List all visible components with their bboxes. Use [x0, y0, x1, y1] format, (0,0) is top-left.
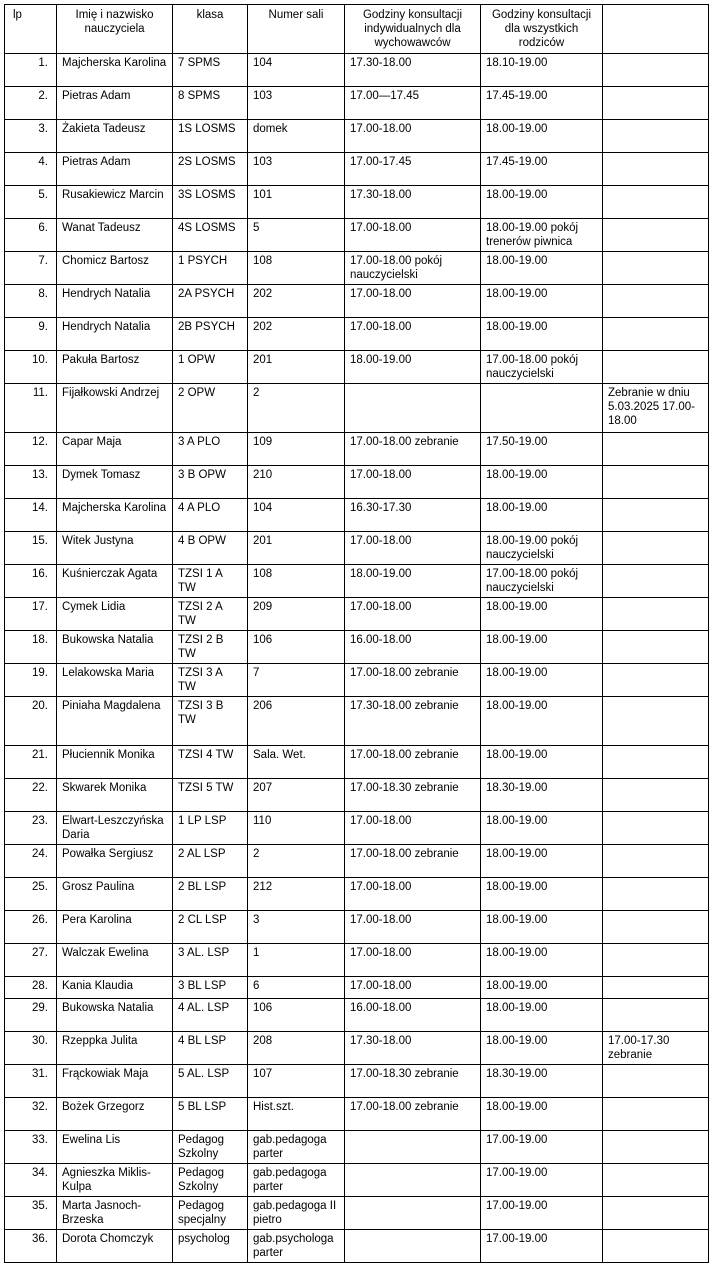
cell-class: 5 AL. LSP [173, 1065, 248, 1098]
cell-individual-hours [345, 1230, 481, 1263]
cell-teacher-name: Skwarek Monika [57, 779, 173, 812]
cell-class: 2 BL LSP [173, 878, 248, 911]
cell-class: TZSI 2 B TW [173, 631, 248, 664]
cell-lp: 12. [5, 433, 57, 466]
cell-lp: 19. [5, 664, 57, 697]
cell-individual-hours: 17.30-18.00 [345, 54, 481, 87]
cell-individual-hours: 16.30-17.30 [345, 499, 481, 532]
cell-extra [603, 466, 709, 499]
cell-class: psycholog [173, 1230, 248, 1263]
cell-class: 1 OPW [173, 351, 248, 384]
table-row [5, 499, 709, 532]
cell-individual-hours: 17.30-18.00 [345, 1032, 481, 1065]
cell-teacher-name: Żakieta Tadeusz [57, 120, 173, 153]
cell-class: 5 BL LSP [173, 1098, 248, 1131]
cell-teacher-name: Marta Jasnoch-Brzeska [57, 1197, 173, 1230]
cell-individual-hours: 16.00-18.00 [345, 631, 481, 664]
cell-all-parents-hours: 18.00-19.00 [481, 1098, 603, 1131]
cell-room: 206 [248, 697, 345, 746]
cell-all-parents-hours: 18.00-19.00 [481, 598, 603, 631]
cell-all-parents-hours: 18.00-19.00 [481, 746, 603, 779]
table-row [5, 1065, 709, 1098]
cell-lp: 23. [5, 812, 57, 845]
cell-room: 108 [248, 252, 345, 285]
cell-room: 209 [248, 598, 345, 631]
cell-all-parents-hours: 18.00-19.00 [481, 1032, 603, 1065]
cell-individual-hours: 17.00-18.00 zebranie [345, 433, 481, 466]
cell-extra [603, 1230, 709, 1263]
cell-class: 3 AL. LSP [173, 944, 248, 977]
cell-room: 3 [248, 911, 345, 944]
cell-lp: 20. [5, 697, 57, 746]
cell-class: 3 BL LSP [173, 977, 248, 999]
cell-individual-hours: 17.00-18.00 [345, 878, 481, 911]
cell-all-parents-hours: 17.50-19.00 [481, 433, 603, 466]
cell-all-parents-hours: 17.00-19.00 [481, 1131, 603, 1164]
cell-extra [603, 565, 709, 598]
cell-individual-hours: 17.00-18.00 zebranie [345, 664, 481, 697]
cell-all-parents-hours: 18.30-19.00 [481, 779, 603, 812]
header-individual: Godziny konsultacji indywidualnych dla wychowawców [345, 5, 481, 54]
cell-all-parents-hours: 18.00-19.00 [481, 631, 603, 664]
cell-class: Pedagog Szkolny [173, 1164, 248, 1197]
cell-teacher-name: Wanat Tadeusz [57, 219, 173, 252]
cell-lp: 34. [5, 1164, 57, 1197]
cell-individual-hours [345, 1131, 481, 1164]
cell-class: 2A PSYCH [173, 285, 248, 318]
cell-room: 110 [248, 812, 345, 845]
cell-all-parents-hours: 18.00-19.00 [481, 120, 603, 153]
header-lp: lp [5, 5, 57, 54]
cell-individual-hours: 17.00-18.00 zebranie [345, 746, 481, 779]
table-header-row [5, 5, 709, 54]
cell-all-parents-hours: 18.00-19.00 [481, 845, 603, 878]
cell-all-parents-hours: 18.00-19.00 [481, 697, 603, 746]
cell-class: 3 B OPW [173, 466, 248, 499]
cell-all-parents-hours: 17.00-19.00 [481, 1164, 603, 1197]
cell-all-parents-hours: 18.00-19.00 [481, 812, 603, 845]
cell-individual-hours: 17.00-18.00 [345, 598, 481, 631]
cell-class: TZSI 5 TW [173, 779, 248, 812]
cell-class: 2 OPW [173, 384, 248, 433]
cell-individual-hours: 17.00-18.00 [345, 219, 481, 252]
cell-lp: 31. [5, 1065, 57, 1098]
cell-extra [603, 1197, 709, 1230]
cell-extra [603, 1098, 709, 1131]
cell-all-parents-hours: 18.00-19.00 [481, 499, 603, 532]
cell-individual-hours: 17.00-18.30 zebranie [345, 1065, 481, 1098]
cell-lp: 2. [5, 87, 57, 120]
cell-teacher-name: Pakuła Bartosz [57, 351, 173, 384]
cell-class: 2B PSYCH [173, 318, 248, 351]
cell-class: 8 SPMS [173, 87, 248, 120]
table-row [5, 779, 709, 812]
cell-class: 3S LOSMS [173, 186, 248, 219]
cell-teacher-name: Agnieszka Miklis-Kulpa [57, 1164, 173, 1197]
cell-room: 109 [248, 433, 345, 466]
cell-all-parents-hours: 18.00-19.00 [481, 977, 603, 999]
cell-room: gab.pedagoga II pietro [248, 1197, 345, 1230]
cell-individual-hours: 17.30-18.00 [345, 186, 481, 219]
table-row [5, 318, 709, 351]
table-row [5, 845, 709, 878]
cell-all-parents-hours: 18.00-19.00 [481, 878, 603, 911]
cell-lp: 1. [5, 54, 57, 87]
cell-individual-hours: 17.00-18.00 zebranie [345, 845, 481, 878]
cell-individual-hours: 17.00-18.00 [345, 977, 481, 999]
cell-individual-hours: 17.30-18.00 zebranie [345, 697, 481, 746]
table-row [5, 746, 709, 779]
cell-extra [603, 219, 709, 252]
cell-class: TZSI 3 B TW [173, 697, 248, 746]
table-row [5, 186, 709, 219]
cell-all-parents-hours: 18.00-19.00 pokój nauczycielski [481, 532, 603, 565]
cell-all-parents-hours: 18.00-19.00 [481, 466, 603, 499]
cell-class: 4 AL. LSP [173, 999, 248, 1032]
cell-lp: 5. [5, 186, 57, 219]
cell-lp: 10. [5, 351, 57, 384]
cell-class: 2S LOSMS [173, 153, 248, 186]
cell-class: 1 LP LSP [173, 812, 248, 845]
table-row [5, 631, 709, 664]
table-row [5, 219, 709, 252]
cell-lp: 3. [5, 120, 57, 153]
cell-lp: 33. [5, 1131, 57, 1164]
cell-extra [603, 186, 709, 219]
cell-individual-hours: 18.00-19.00 [345, 351, 481, 384]
cell-teacher-name: Dorota Chomczyk [57, 1230, 173, 1263]
cell-class: TZSI 2 A TW [173, 598, 248, 631]
cell-extra [603, 153, 709, 186]
cell-extra: Zebranie w dniu 5.03.2025 17.00-18.00 [603, 384, 709, 433]
cell-all-parents-hours [481, 384, 603, 433]
cell-room: 104 [248, 499, 345, 532]
cell-extra [603, 812, 709, 845]
table-row [5, 54, 709, 87]
cell-lp: 24. [5, 845, 57, 878]
cell-extra [603, 1065, 709, 1098]
cell-teacher-name: Hendrych Natalia [57, 285, 173, 318]
cell-room: domek [248, 120, 345, 153]
table-row [5, 911, 709, 944]
cell-all-parents-hours: 17.00-19.00 [481, 1230, 603, 1263]
cell-individual-hours: 16.00-18.00 [345, 999, 481, 1032]
cell-extra [603, 845, 709, 878]
table-row [5, 664, 709, 697]
cell-extra [603, 911, 709, 944]
cell-class: 3 A PLO [173, 433, 248, 466]
cell-all-parents-hours: 18.00-19.00 [481, 318, 603, 351]
cell-all-parents-hours: 18.00-19.00 [481, 252, 603, 285]
cell-lp: 13. [5, 466, 57, 499]
cell-teacher-name: Pietras Adam [57, 87, 173, 120]
cell-room: 5 [248, 219, 345, 252]
cell-all-parents-hours: 17.00-19.00 [481, 1197, 603, 1230]
cell-teacher-name: Fijałkowski Andrzej [57, 384, 173, 433]
header-all-parents: Godziny konsultacji dla wszystkich rodziców [481, 5, 603, 54]
header-extra [603, 5, 709, 54]
table-row [5, 697, 709, 746]
cell-room: 7 [248, 664, 345, 697]
cell-individual-hours: 17.00-18.00 pokój nauczycielski [345, 252, 481, 285]
table-row [5, 285, 709, 318]
cell-lp: 32. [5, 1098, 57, 1131]
cell-extra [603, 532, 709, 565]
cell-teacher-name: Rusakiewicz Marcin [57, 186, 173, 219]
cell-class: 4 A PLO [173, 499, 248, 532]
cell-teacher-name: Witek Justyna [57, 532, 173, 565]
cell-all-parents-hours: 17.45-19.00 [481, 153, 603, 186]
cell-extra [603, 54, 709, 87]
cell-all-parents-hours: 18.00-19.00 pokój trenerów piwnica [481, 219, 603, 252]
table-row [5, 351, 709, 384]
cell-individual-hours [345, 1197, 481, 1230]
cell-class: TZSI 4 TW [173, 746, 248, 779]
cell-class: TZSI 1 A TW [173, 565, 248, 598]
cell-lp: 8. [5, 285, 57, 318]
cell-teacher-name: Hendrych Natalia [57, 318, 173, 351]
cell-class: Pedagog specjalny [173, 1197, 248, 1230]
cell-teacher-name: Majcherska Karolina [57, 54, 173, 87]
cell-extra [603, 87, 709, 120]
cell-class: Pedagog Szkolny [173, 1131, 248, 1164]
cell-room: 104 [248, 54, 345, 87]
cell-extra [603, 351, 709, 384]
cell-individual-hours: 17.00-18.30 zebranie [345, 779, 481, 812]
table-row [5, 1230, 709, 1263]
cell-room: gab.pedagoga parter [248, 1131, 345, 1164]
cell-all-parents-hours: 18.00-19.00 [481, 285, 603, 318]
cell-class: 7 SPMS [173, 54, 248, 87]
cell-extra [603, 664, 709, 697]
cell-teacher-name: Elwart-Leszczyńska Daria [57, 812, 173, 845]
cell-extra [603, 878, 709, 911]
cell-individual-hours: 17.00-18.00 [345, 944, 481, 977]
cell-lp: 28. [5, 977, 57, 999]
cell-lp: 27. [5, 944, 57, 977]
cell-lp: 17. [5, 598, 57, 631]
cell-extra [603, 252, 709, 285]
table-row [5, 812, 709, 845]
cell-lp: 22. [5, 779, 57, 812]
cell-all-parents-hours: 18.00-19.00 [481, 944, 603, 977]
cell-extra [603, 697, 709, 746]
header-name: Imię i nazwisko nauczyciela [57, 5, 173, 54]
cell-teacher-name: Bukowska Natalia [57, 631, 173, 664]
table-row [5, 1131, 709, 1164]
cell-extra [603, 120, 709, 153]
cell-individual-hours: 17.00-18.00 [345, 120, 481, 153]
cell-teacher-name: Piniaha Magdalena [57, 697, 173, 746]
cell-all-parents-hours: 18.00-19.00 [481, 664, 603, 697]
cell-teacher-name: Pera Karolina [57, 911, 173, 944]
cell-teacher-name: Bukowska Natalia [57, 999, 173, 1032]
cell-lp: 14. [5, 499, 57, 532]
cell-room: 101 [248, 186, 345, 219]
cell-teacher-name: Majcherska Karolina [57, 499, 173, 532]
table-row [5, 252, 709, 285]
table-row [5, 87, 709, 120]
cell-room: 212 [248, 878, 345, 911]
cell-extra [603, 631, 709, 664]
table-row [5, 1032, 709, 1065]
table-row [5, 466, 709, 499]
cell-extra [603, 944, 709, 977]
cell-extra [603, 318, 709, 351]
table-row [5, 878, 709, 911]
header-room: Numer sali [248, 5, 345, 54]
cell-individual-hours: 17.00-18.00 [345, 911, 481, 944]
table-row [5, 565, 709, 598]
cell-extra [603, 977, 709, 999]
cell-teacher-name: Pietras Adam [57, 153, 173, 186]
cell-room: 202 [248, 285, 345, 318]
header-class: klasa [173, 5, 248, 54]
cell-lp: 25. [5, 878, 57, 911]
table-row [5, 532, 709, 565]
cell-room: 201 [248, 532, 345, 565]
cell-lp: 18. [5, 631, 57, 664]
cell-individual-hours: 17.00-18.00 zebranie [345, 1098, 481, 1131]
cell-lp: 9. [5, 318, 57, 351]
cell-teacher-name: Bożek Grzegorz [57, 1098, 173, 1131]
cell-extra [603, 1164, 709, 1197]
cell-class: 4 B OPW [173, 532, 248, 565]
cell-room: 210 [248, 466, 345, 499]
table-row [5, 1197, 709, 1230]
consultation-table [4, 4, 709, 1263]
cell-individual-hours: 17.00-18.00 [345, 812, 481, 845]
cell-lp: 35. [5, 1197, 57, 1230]
cell-all-parents-hours: 17.00-18.00 pokój nauczycielski [481, 351, 603, 384]
cell-teacher-name: Chomicz Bartosz [57, 252, 173, 285]
cell-extra [603, 1131, 709, 1164]
cell-class: 2 AL LSP [173, 845, 248, 878]
cell-extra [603, 433, 709, 466]
cell-individual-hours: 17.00-18.00 [345, 532, 481, 565]
cell-room: 201 [248, 351, 345, 384]
cell-individual-hours [345, 1164, 481, 1197]
cell-lp: 6. [5, 219, 57, 252]
cell-class: 4S LOSMS [173, 219, 248, 252]
cell-extra [603, 598, 709, 631]
cell-room: 1 [248, 944, 345, 977]
table-row [5, 1098, 709, 1131]
cell-room: Hist.szt. [248, 1098, 345, 1131]
cell-lp: 16. [5, 565, 57, 598]
cell-all-parents-hours: 17.00-18.00 pokój nauczycielski [481, 565, 603, 598]
cell-room: 208 [248, 1032, 345, 1065]
cell-individual-hours [345, 384, 481, 433]
cell-lp: 11. [5, 384, 57, 433]
cell-extra [603, 499, 709, 532]
table-row [5, 384, 709, 433]
cell-lp: 36. [5, 1230, 57, 1263]
cell-teacher-name: Lelakowska Maria [57, 664, 173, 697]
cell-individual-hours: 17.00-17.45 [345, 153, 481, 186]
cell-teacher-name: Płuciennik Monika [57, 746, 173, 779]
table-row [5, 1164, 709, 1197]
cell-extra [603, 779, 709, 812]
table-row [5, 598, 709, 631]
cell-room: 103 [248, 153, 345, 186]
cell-teacher-name: Dymek Tomasz [57, 466, 173, 499]
cell-room: 103 [248, 87, 345, 120]
cell-class: TZSI 3 A TW [173, 664, 248, 697]
cell-all-parents-hours: 18.00-19.00 [481, 999, 603, 1032]
cell-class: 1S LOSMS [173, 120, 248, 153]
cell-teacher-name: Frąckowiak Maja [57, 1065, 173, 1098]
cell-lp: 30. [5, 1032, 57, 1065]
cell-lp: 7. [5, 252, 57, 285]
cell-room: 6 [248, 977, 345, 999]
cell-room: Sala. Wet. [248, 746, 345, 779]
cell-teacher-name: Grosz Paulina [57, 878, 173, 911]
cell-all-parents-hours: 18.10-19.00 [481, 54, 603, 87]
cell-class: 2 CL LSP [173, 911, 248, 944]
cell-teacher-name: Rzeppka Julita [57, 1032, 173, 1065]
cell-room: gab.pedagoga parter [248, 1164, 345, 1197]
cell-extra [603, 999, 709, 1032]
cell-room: gab.psychologa parter [248, 1230, 345, 1263]
cell-lp: 26. [5, 911, 57, 944]
cell-extra [603, 285, 709, 318]
table-row [5, 977, 709, 999]
cell-class: 1 PSYCH [173, 252, 248, 285]
cell-room: 106 [248, 999, 345, 1032]
cell-individual-hours: 17.00-18.00 [345, 318, 481, 351]
table-row [5, 153, 709, 186]
table-row [5, 999, 709, 1032]
cell-teacher-name: Ewelina Lis [57, 1131, 173, 1164]
cell-all-parents-hours: 17.45-19.00 [481, 87, 603, 120]
cell-all-parents-hours: 18.00-19.00 [481, 911, 603, 944]
cell-extra [603, 746, 709, 779]
cell-teacher-name: Kuśnierczak Agata [57, 565, 173, 598]
cell-room: 2 [248, 845, 345, 878]
cell-room: 108 [248, 565, 345, 598]
cell-teacher-name: Powałka Sergiusz [57, 845, 173, 878]
cell-room: 106 [248, 631, 345, 664]
cell-teacher-name: Cymek Lidia [57, 598, 173, 631]
table-row [5, 120, 709, 153]
cell-room: 202 [248, 318, 345, 351]
cell-room: 207 [248, 779, 345, 812]
cell-teacher-name: Kania Klaudia [57, 977, 173, 999]
cell-individual-hours: 17.00-18.00 [345, 466, 481, 499]
table-row [5, 433, 709, 466]
cell-room: 107 [248, 1065, 345, 1098]
cell-all-parents-hours: 18.30-19.00 [481, 1065, 603, 1098]
cell-room: 2 [248, 384, 345, 433]
cell-lp: 29. [5, 999, 57, 1032]
cell-lp: 21. [5, 746, 57, 779]
cell-lp: 15. [5, 532, 57, 565]
cell-individual-hours: 18.00-19.00 [345, 565, 481, 598]
cell-individual-hours: 17.00—17.45 [345, 87, 481, 120]
cell-teacher-name: Capar Maja [57, 433, 173, 466]
cell-individual-hours: 17.00-18.00 [345, 285, 481, 318]
cell-lp: 4. [5, 153, 57, 186]
table-row [5, 944, 709, 977]
cell-teacher-name: Walczak Ewelina [57, 944, 173, 977]
cell-all-parents-hours: 18.00-19.00 [481, 186, 603, 219]
cell-extra: 17.00-17.30 zebranie [603, 1032, 709, 1065]
cell-class: 4 BL LSP [173, 1032, 248, 1065]
